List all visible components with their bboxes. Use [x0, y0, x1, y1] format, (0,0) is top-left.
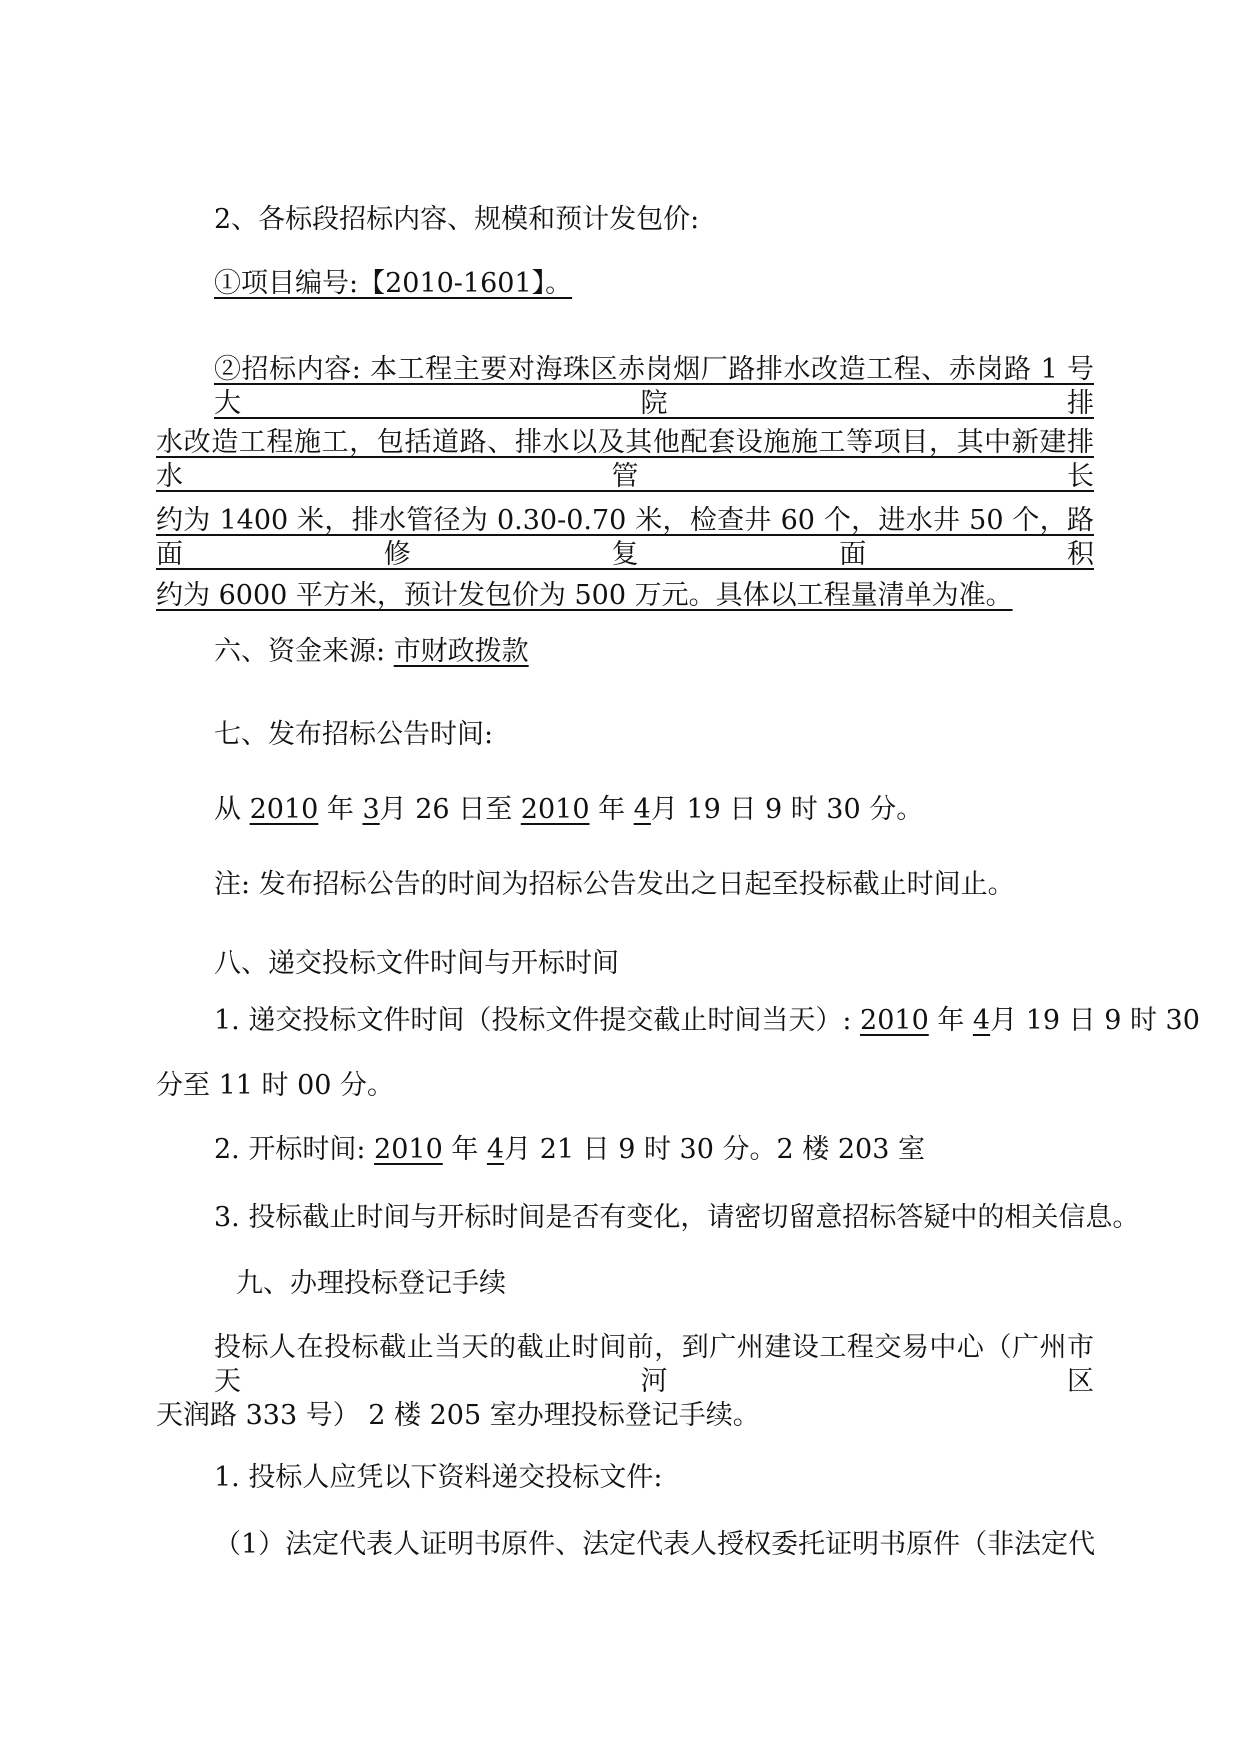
text-line: [214, 1461, 662, 1495]
underlined-text: 市财政拨款: [393, 636, 529, 667]
text-line: [214, 353, 1094, 421]
underlined-text: ②招标内容: 本工程主要对海珠区赤岗烟厂路排水改造工程、赤岗路 1 号大院排: [214, 354, 1094, 419]
text-segment: 天润路 333 号） 2 楼 205 室办理投标登记手续。: [156, 1400, 760, 1431]
text-segment: 六、资金来源:: [214, 636, 394, 667]
text-line: [236, 1267, 506, 1301]
text-segment: 年: [318, 794, 363, 825]
text-segment: （1）法定代表人证明书原件、法定代表人授权委托证明书原件（非法定代: [214, 1529, 1096, 1560]
underlined-text: 3: [362, 794, 380, 825]
text-segment: 年: [928, 1005, 973, 1036]
underlined-text: 2010: [374, 1134, 443, 1165]
text-segment: 分至 11 时 00 分。: [156, 1070, 395, 1101]
text-line: [156, 426, 1094, 494]
text-line: [214, 267, 572, 301]
text-line: [214, 1133, 925, 1167]
text-segment: 月 19 日 9 时 30: [990, 1005, 1200, 1036]
text-line: [214, 868, 1015, 902]
text-segment: 2、各标段招标内容、规模和预计发包价:: [214, 204, 700, 235]
text-line: [156, 504, 1094, 572]
text-segment: 九、办理投标登记手续: [236, 1268, 506, 1299]
text-segment: 八、递交投标文件时间与开标时间: [214, 948, 619, 979]
text-segment: 从: [214, 794, 250, 825]
text-line: [156, 1069, 394, 1103]
text-line: [156, 579, 1013, 613]
underlined-text: ①项目编号:【2010-1601】。: [214, 268, 573, 299]
text-line: [156, 1399, 760, 1433]
underlined-text: 约为 1400 米，排水管径为 0.30-0.70 米，检查井 60 个，进水井 50 个，路面修复面积: [156, 505, 1094, 570]
text-line: [214, 1201, 1139, 1235]
text-segment: 1. 投标人应凭以下资料递交投标文件:: [214, 1462, 663, 1493]
underlined-text: 约为 6000 平方米，预计发包价为 500 万元。具体以工程量清单为准。: [156, 580, 1013, 611]
text-segment: 投标人在投标截止当天的截止时间前，到广州建设工程交易中心（广州市天河区: [214, 1332, 1094, 1397]
text-line: [214, 203, 699, 237]
text-segment: 月 21 日 9 时 30 分。2 楼 203 室: [504, 1134, 925, 1165]
text-line: [214, 635, 529, 669]
underlined-text: 2010: [520, 794, 590, 825]
underlined-text: 4: [972, 1005, 991, 1036]
text-line: [214, 793, 923, 827]
text-line: [214, 947, 619, 981]
underlined-text: 2010: [860, 1005, 929, 1036]
text-segment: 七、发布招标公告时间:: [214, 719, 494, 750]
text-segment: 年: [589, 794, 634, 825]
text-segment: 月 19 日 9 时 30 分。: [650, 794, 924, 825]
text-segment: 3. 投标截止时间与开标时间是否有变化，请密切留意招标答疑中的相关信息。: [214, 1202, 1140, 1233]
text-line: [214, 1004, 1200, 1038]
text-line: [214, 1331, 1094, 1399]
underlined-text: 2010: [249, 794, 319, 825]
underlined-text: 水改造工程施工，包括道路、排水以及其他配套设施施工等项目，其中新建排水管长: [156, 427, 1094, 492]
text-line: [214, 718, 493, 752]
text-segment: 1. 递交投标文件时间（投标文件提交截止时间当天）:: [214, 1005, 861, 1036]
text-segment: 年: [442, 1134, 487, 1165]
text-segment: 月 26 日至: [379, 794, 521, 825]
text-segment: 注: 发布招标公告的时间为招标公告发出之日起至投标截止时间止。: [214, 869, 1015, 900]
underlined-text: 4: [633, 794, 651, 825]
text-segment: 2. 开标时间:: [214, 1134, 375, 1165]
underlined-text: 4: [486, 1134, 505, 1165]
text-line: [214, 1528, 1095, 1562]
